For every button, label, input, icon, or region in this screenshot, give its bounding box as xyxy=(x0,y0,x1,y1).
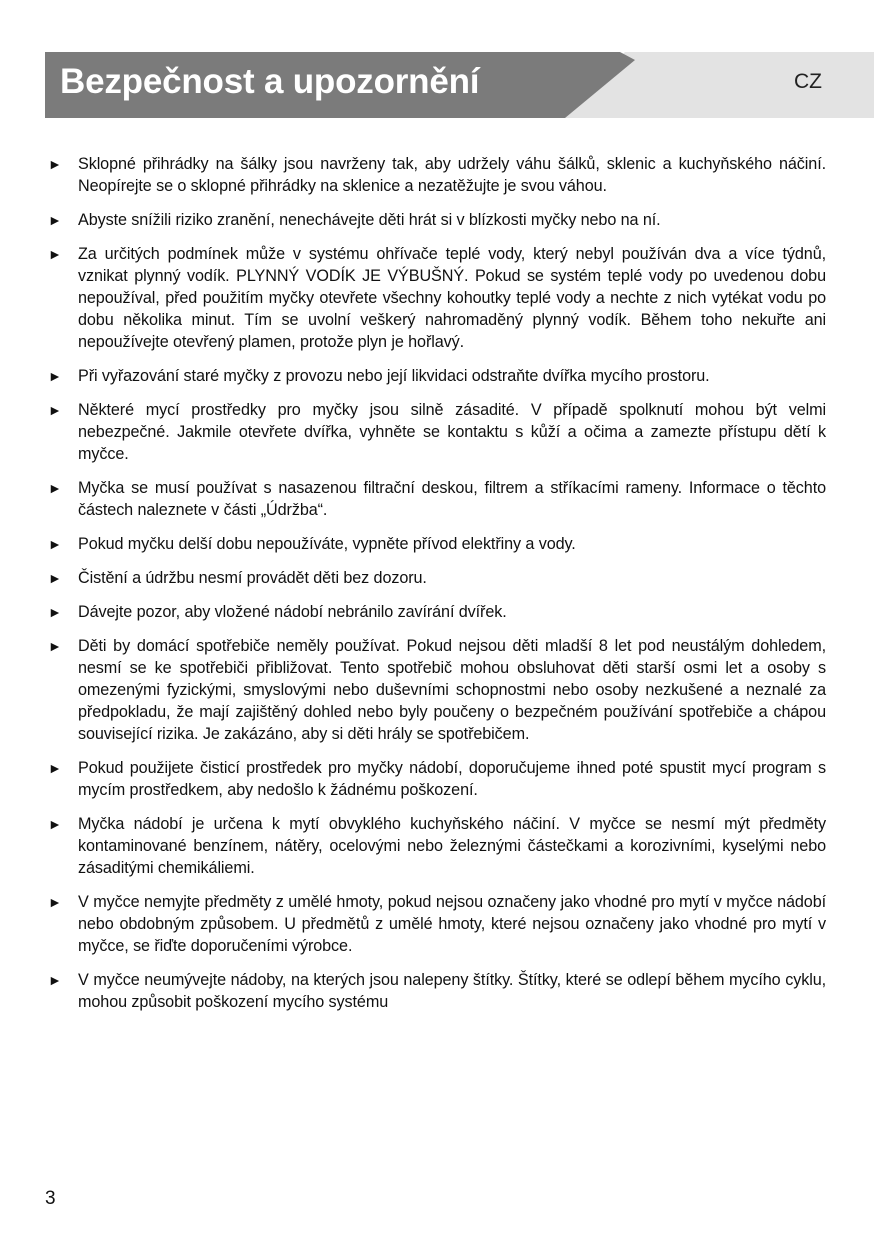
language-code: CZ xyxy=(794,70,822,93)
bullet-arrow-icon: ► xyxy=(48,570,62,586)
list-item xyxy=(48,365,826,387)
list-item xyxy=(48,891,826,957)
list-item-text: Pokud použijete čisticí prostředek pro myčky nádobí, doporučujeme ihned poté spustit mycí program s mycím prostředkem, aby nedošlo k žádnému poškození. xyxy=(78,759,826,799)
list-item xyxy=(48,243,826,353)
list-item-text: Myčka se musí používat s nasazenou filtrační deskou, filtrem a stříkacími rameny. Informace o těchto částech naleznete v části „Údržba“. xyxy=(78,479,826,519)
page-title: Bezpečnost a upozornění xyxy=(60,62,480,101)
bullet-arrow-icon: ► xyxy=(48,536,62,552)
list-item-text: V myčce neumývejte nádoby, na kterých jsou nalepeny štítky. Štítky, které se odlepí během mycího cyklu, mohou způsobit poškození mycího systému xyxy=(78,971,826,1011)
bullet-arrow-icon: ► xyxy=(48,368,62,384)
list-item xyxy=(48,601,826,623)
list-item xyxy=(48,399,826,465)
list-item-text: Myčka nádobí je určena k mytí obvyklého kuchyňského náčiní. V myčce se nesmí mýt předměty kontaminované benzínem, nátěry, ocelovými nebo železnými částečkami a korozivními, kyselými nebo zásaditými chemikáliemi. xyxy=(78,815,826,877)
bullet-arrow-icon: ► xyxy=(48,760,62,776)
bullet-arrow-icon: ► xyxy=(48,480,62,496)
list-item-text: Dávejte pozor, aby vložené nádobí nebránilo zavírání dvířek. xyxy=(78,603,507,621)
bullet-arrow-icon: ► xyxy=(48,604,62,620)
list-item-text: Děti by domácí spotřebiče neměly používat. Pokud nejsou děti mladší 8 let pod neustálým dohledem, nesmí se ke spotřebiči přibližovat. Tento spotřebič mohou obsluhovat děti starší osmi let a osoby s omezenými fyzickými, smyslovými nebo duševními schopnostmi nebo osoby nezkušené a neznalé za předpokladu, že mají zajištěný dohled nebo byly poučeny o bezpečném používání spotřebiče a chápou související rizika. Je zakázáno, aby si děti hrály se spotřebičem. xyxy=(78,637,826,743)
bullet-arrow-icon: ► xyxy=(48,212,62,228)
list-item-text: V myčce nemyjte předměty z umělé hmoty, pokud nejsou označeny jako vhodné pro mytí v myčce nádobí nebo obdobným způsobem. U předmětů z umělé hmoty, které nejsou označeny jako vhodné pro mytí v myčce, se řiďte doporučeními výrobce. xyxy=(78,893,826,955)
list-item xyxy=(48,635,826,745)
page-number: 3 xyxy=(45,1188,56,1209)
list-item xyxy=(48,209,826,231)
bullet-arrow-icon: ► xyxy=(48,246,62,262)
list-item xyxy=(48,813,826,879)
list-item xyxy=(48,153,826,197)
list-item-text: Abyste snížili riziko zranění, nenechávejte děti hrát si v blízkosti myčky nebo na ní. xyxy=(78,211,661,229)
bullet-arrow-icon: ► xyxy=(48,402,62,418)
list-item-text: Při vyřazování staré myčky z provozu nebo její likvidaci odstraňte dvířka mycího prostoru. xyxy=(78,367,710,385)
list-item-text: Některé mycí prostředky pro myčky jsou silně zásadité. V případě spolknutí mohou být velmi nebezpečné. Jakmile otevřete dvířka, vyhněte se kontaktu s kůží a očima a zamezte přístupu dětí k myčce. xyxy=(78,401,826,463)
bullet-arrow-icon: ► xyxy=(48,816,62,832)
bullet-arrow-icon: ► xyxy=(48,156,62,172)
list-item-text: Sklopné přihrádky na šálky jsou navrženy tak, aby udržely váhu šálků, sklenic a kuchyňského náčiní. Neopírejte se o sklopné přihrádky na sklenice a nezatěžujte je svou váhou. xyxy=(78,155,826,195)
list-item xyxy=(48,533,826,555)
list-item xyxy=(48,757,826,801)
list-item-text: Pokud myčku delší dobu nepoužíváte, vypněte přívod elektřiny a vody. xyxy=(78,535,576,553)
list-item-text: Čistění a údržbu nesmí provádět děti bez dozoru. xyxy=(78,569,427,587)
bullet-arrow-icon: ► xyxy=(48,638,62,654)
safety-list xyxy=(48,153,826,1025)
list-item xyxy=(48,969,826,1013)
bullet-arrow-icon: ► xyxy=(48,894,62,910)
list-item xyxy=(48,477,826,521)
list-item xyxy=(48,567,826,589)
list-item-text: Za určitých podmínek může v systému ohřívače teplé vody, který nebyl používán dva a více týdnů, vznikat plynný vodík. PLYNNÝ VODÍK JE VÝBUŠNÝ. Pokud se systém teplé vody po uvedenou dobu nepoužíval, před použitím myčky otevřete všechny kohoutky teplé vody a nechte z nich vytékat vodu po dobu několika minut. Tím se uvolní veškerý nahromaděný plynný vodík. Během toho nekuřte ani nepoužívejte otevřený plamen, protože plyn je hořlavý. xyxy=(78,245,826,351)
bullet-arrow-icon: ► xyxy=(48,972,62,988)
